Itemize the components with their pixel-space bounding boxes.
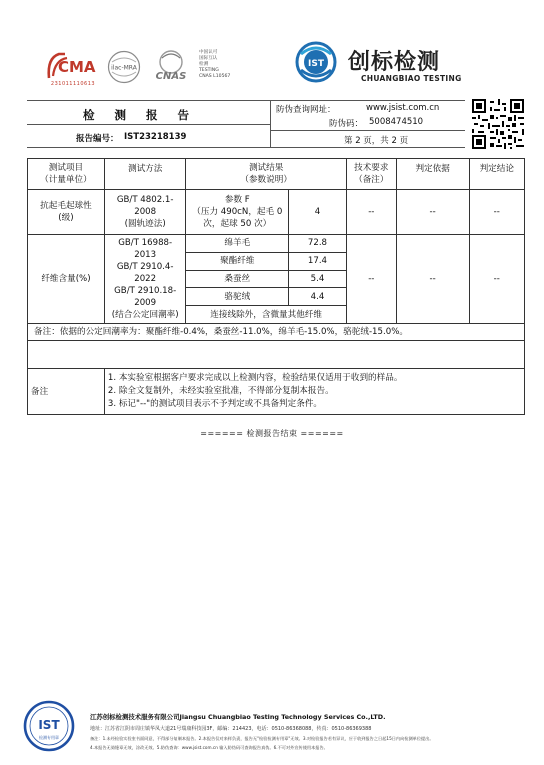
header-test-result-label: 测试结果: [248, 163, 284, 173]
pilling-requirement: --: [346, 190, 396, 235]
pilling-param: [186, 190, 289, 235]
fiber-name: 聚酯纤维: [186, 252, 289, 270]
fiber-value: 17.4: [289, 252, 347, 270]
verify-url[interactable]: www.jsist.com.cn: [366, 103, 440, 113]
header-test-result: [186, 159, 346, 190]
ist-seal-icon: [22, 699, 76, 753]
header-conclusion: [469, 159, 524, 190]
pilling-param-label: 参数 F: [224, 195, 250, 205]
header-divider: [270, 101, 271, 147]
remark-item: 1. 本实验室根据客户要求完成以上检测内容，检验结果仅适用于收到的样品。: [107, 373, 403, 383]
pilling-value: 4: [289, 190, 347, 235]
ist-logo-icon: [292, 40, 340, 84]
header-requirement-label: 技术要求: [354, 163, 389, 173]
cma-logo-icon: [45, 50, 97, 80]
empty-cell: [28, 341, 525, 369]
fiber-item: 纤维含量(%): [28, 235, 105, 324]
results-table: [27, 158, 525, 415]
remark-item: 3. 标记"--"的测试项目表示不予判定或不具备判定条件。: [107, 399, 323, 409]
fiber-method-line: GB/T 2910.18-2009: [114, 286, 177, 308]
cma-text: CMA: [58, 58, 96, 76]
remark-item: 2. 除全文复制外，未经实验室批准，不得部分复制本报告。: [107, 386, 334, 396]
pilling-method-sub: (圆轨迹法): [124, 219, 166, 229]
anti-fake-code: 5008474510: [369, 117, 424, 127]
code-underline: [270, 130, 465, 131]
footer-notice: 4.本报告无骑缝章无效，涂改无效。5.防伪查询：www.jsist.com.cn 输入防伪码可查询报告真伪。6.不可对外宣传使用本报告。: [90, 745, 328, 750]
header-test-item-label: 测试项目: [48, 163, 84, 173]
table-row-empty: [28, 341, 525, 369]
header-test-item: [28, 159, 105, 190]
page-info: 第 2 页，共 2 页: [344, 136, 409, 146]
cma-number: 231011110613: [50, 81, 96, 87]
cnas-info-line: 检测: [199, 62, 209, 67]
fiber-footnote: 连接线除外，含微量其他纤维: [186, 306, 346, 324]
fiber-name: 桑蚕丝: [186, 270, 289, 288]
footer-notice: 备注：1.未经检验实验室书面同意，不得部分复制本报告。2.本报告仅对来样负责，报告无"检验检测专用章"无效。3.对检验报告若有异议，应于收到报告之日起15日内向检测单位提出。: [90, 736, 434, 741]
fiber-name: 绵羊毛: [186, 235, 289, 253]
remarks-list: [104, 369, 524, 415]
ilac-text: ilac-MRA: [111, 64, 137, 72]
fiber-requirement: --: [346, 235, 396, 324]
header-basis: [396, 159, 469, 190]
moisture-note: 备注：依据的公定回潮率为：聚酯纤维-0.4%，桑蚕丝-11.0%，绵羊毛-15.0%，骆驼绒-15.0%。: [28, 324, 525, 341]
pilling-item-unit: (级): [58, 213, 74, 223]
cnas-info-line: CNAS L10567: [199, 74, 231, 79]
cnas-info-line: 国际互认: [199, 56, 218, 61]
report-number: IST23218139: [124, 132, 187, 142]
report-end-marker: ====== 检测报告结束 ======: [200, 429, 344, 438]
pilling-item-label: 抗起毛起球性: [40, 201, 92, 211]
header-test-result-sub: （参数说明）: [240, 175, 292, 185]
cnas-logo-icon: [146, 48, 196, 82]
seal-subtext: 检测专用章: [39, 735, 59, 740]
fiber-value: 5.4: [289, 270, 347, 288]
header-requirement-sub: （备注）: [354, 175, 389, 185]
footer-company: 江苏创标检测技术服务有限公司Jiangsu Chuangbiao Testing Technology Services Co.,LTD.: [90, 713, 386, 721]
header-conclusion-label: 判定结论: [479, 164, 514, 174]
cnas-info-line: 中国认可: [199, 50, 218, 55]
pilling-basis: --: [396, 190, 469, 235]
fiber-method-line: (结合公定回潮率): [111, 310, 179, 320]
header-bottom-rule: [27, 147, 465, 148]
pilling-method: [104, 190, 186, 235]
table-row-remarks: [28, 369, 525, 415]
table-header-row: [28, 159, 525, 190]
anti-fake-code-label: 防伪码：: [329, 119, 364, 129]
cnas-info-line: TESTING: [199, 68, 219, 73]
header-requirement: [346, 159, 396, 190]
ilac-mra-icon: [107, 50, 141, 84]
header-basis-label: 判定依据: [415, 164, 450, 174]
remarks-label: 备注: [28, 369, 105, 415]
header-test-method: [104, 159, 186, 190]
fiber-name: 骆驼绒: [186, 288, 289, 306]
header-test-method-label: 测试方法: [127, 164, 163, 174]
fiber-method: [104, 235, 186, 324]
verify-url-label: 防伪查询网址：: [276, 105, 336, 115]
cnas-info: [199, 50, 239, 80]
brand-name-cn: 创标检测: [348, 49, 441, 75]
ist-logo-text: IST: [308, 59, 324, 69]
report-number-label: 报告编号：: [76, 134, 119, 144]
footer-address: 地址：江苏省江阴市周庄镇华凤大道21号瑞康科技园3F，邮编：214423，电话：0510-86368088，传真：0510-86369388: [90, 726, 372, 732]
table-row-note: [28, 324, 525, 341]
fiber-conclusion: --: [469, 235, 524, 324]
title-underline: [27, 124, 270, 125]
qr-code-icon[interactable]: [472, 99, 524, 149]
cnas-text: CNAS: [155, 71, 187, 82]
fiber-method-line: GB/T 16988-2013: [118, 238, 173, 260]
brand-name-en: CHUANGBIAO TESTING: [361, 74, 462, 83]
fiber-value: 4.4: [289, 288, 347, 306]
fiber-method-line: GB/T 2910.4-2022: [116, 262, 174, 284]
table-row-pilling: [28, 190, 525, 235]
header-test-item-unit: （计量单位）: [40, 175, 92, 185]
fiber-basis: --: [396, 235, 469, 324]
report-title: 检 测 报 告: [82, 108, 197, 122]
pilling-conclusion: --: [469, 190, 524, 235]
pilling-item: [28, 190, 105, 235]
seal-text: IST: [38, 718, 60, 732]
header-top-rule: [27, 100, 465, 101]
table-row-fiber: [28, 235, 525, 253]
fiber-value: 72.8: [289, 235, 347, 253]
pilling-method-std: GB/T 4802.1-2008: [116, 195, 174, 217]
pilling-param-detail: （压力 490cN，起毛 0 次，起球 50 次）: [192, 207, 283, 229]
